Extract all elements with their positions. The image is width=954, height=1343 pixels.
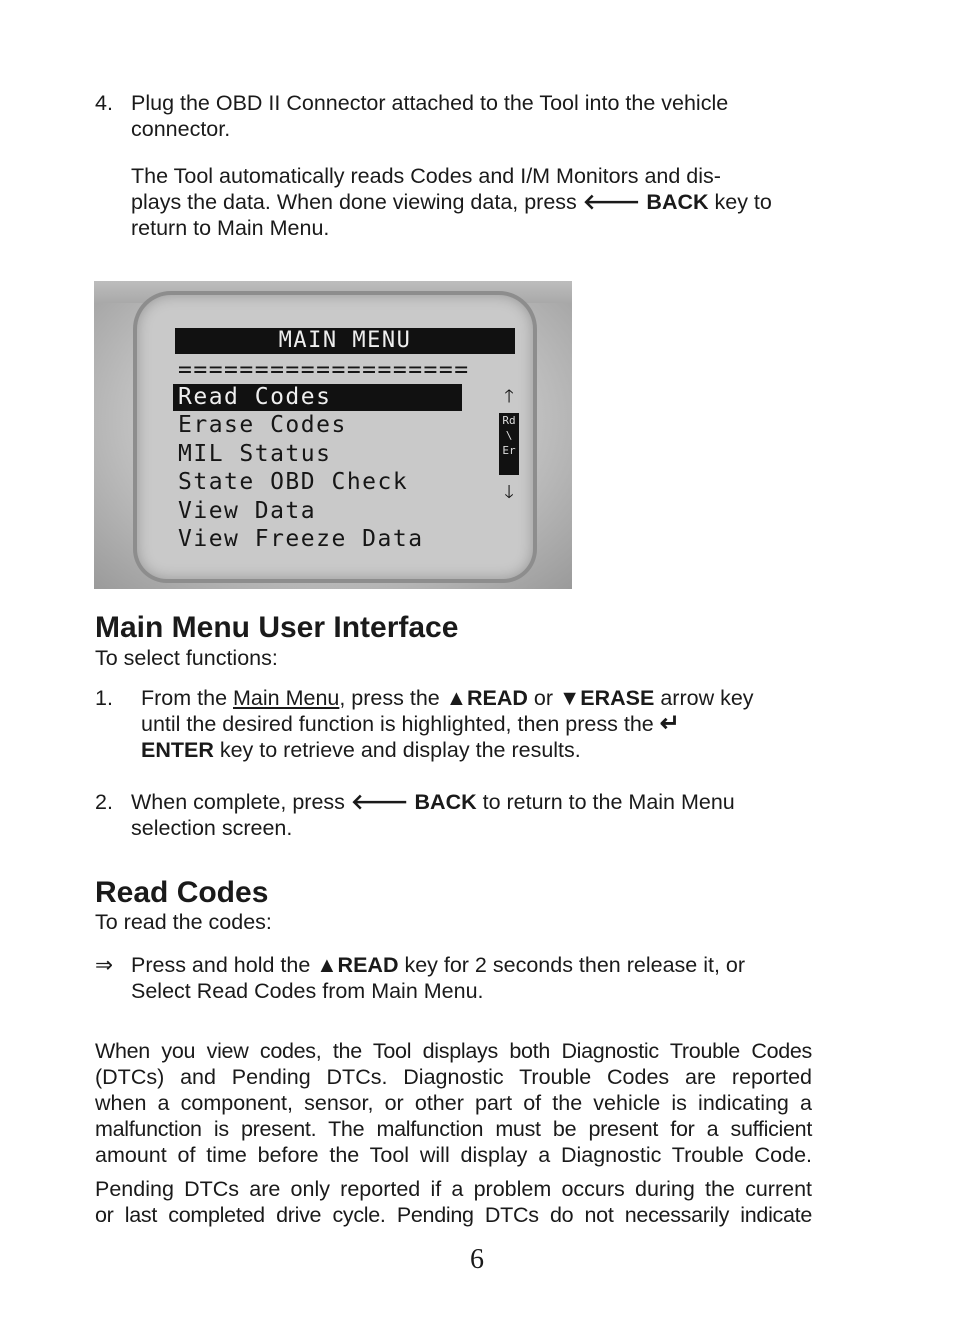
paragraph-line: When you view codes, the Tool displays both Diagnostic Trouble Codes [95, 1039, 812, 1063]
paragraph-line: Pending DTCs are only reported if a problem occurs during the current [95, 1177, 812, 1201]
lcd-title: MAIN MENU [175, 328, 515, 354]
paragraph-line: when a component, sensor, or other part of the vehicle is indicating a [95, 1091, 812, 1115]
lcd-menu-item-read-codes: Read Codes [178, 384, 332, 410]
main-menu-step2-line1: When complete, press 🡐 BACK to return to the Main Menu [131, 790, 735, 814]
main-menu-step1-line2: until the desired function is highlighted, then press the ↵ [141, 710, 680, 737]
scroll-down-arrow-icon: 🡓 [504, 482, 514, 502]
erase-key-label: ERASE [580, 686, 655, 710]
back-arrow-icon: 🡐 [350, 790, 409, 814]
up-triangle-icon: ▲ [316, 953, 338, 977]
main-menu-intro: To select functions: [95, 646, 278, 670]
lcd-separator: =================== [178, 357, 470, 383]
scroll-label-er: Er [502, 444, 516, 457]
read-key-label: READ [337, 953, 399, 977]
scroll-label-rd: Rd [502, 414, 516, 427]
paragraph-line: malfunction is present. The malfunction must be present for a sufficient [95, 1117, 812, 1141]
back-key-label: BACK [646, 190, 709, 214]
lcd-menu-item-state-obd-check: State OBD Check [178, 469, 409, 495]
lcd-menu-item-view-freeze-data: View Freeze Data [178, 526, 424, 552]
main-menu-step2-line2: selection screen. [131, 816, 293, 840]
paragraph-line: amount of time before the Tool will display a Diagnostic Trouble Code. [95, 1143, 812, 1167]
step4-para-line2: plays the data. When done viewing data, press 🡐 BACK key to [131, 190, 772, 214]
section-heading-main-menu: Main Menu User Interface [95, 611, 459, 644]
step-number: 1. [95, 686, 113, 710]
scroll-up-arrow-icon: 🡑 [504, 386, 514, 406]
step4-para-line1: The Tool automatically reads Codes and I/M Monitors and dis- [131, 164, 721, 188]
enter-icon: ↵ [659, 710, 680, 737]
step4-line2: connector. [131, 117, 231, 141]
lcd-menu-item-erase-codes: Erase Codes [178, 412, 347, 438]
paragraph-line: or last completed drive cycle. Pending DTCs do not necessarily indicate [95, 1203, 812, 1227]
main-menu-step1-line1: From the Main Menu, press the ▲READ or ▼ERASE arrow key [141, 686, 754, 710]
page-number: 6 [470, 1244, 484, 1275]
down-triangle-icon: ▼ [559, 686, 581, 710]
back-arrow-icon: 🡐 [582, 190, 641, 214]
lcd-menu-item-view-data: View Data [178, 498, 317, 524]
lcd-menu-item-mil-status: MIL Status [178, 441, 332, 467]
lcd-screenshot [94, 281, 572, 589]
step4-line1: Plug the OBD II Connector attached to the Tool into the vehicle [131, 91, 729, 115]
enter-key-label: ENTER [141, 738, 214, 762]
read-key-label: READ [467, 686, 528, 710]
step-number: 2. [95, 790, 113, 814]
up-triangle-icon: ▲ [445, 686, 467, 710]
arrow-bullet-icon: ⇒ [95, 953, 114, 977]
back-key-label: BACK [414, 790, 477, 814]
paragraph-line: (DTCs) and Pending DTCs. Diagnostic Trouble Codes are reported [95, 1065, 812, 1089]
step-number: 4. [95, 91, 113, 115]
read-codes-instruction-line1: Press and hold the ▲READ key for 2 seconds then release it, or [131, 953, 746, 977]
section-heading-read-codes: Read Codes [95, 876, 269, 909]
main-menu-link: Main Menu [233, 686, 340, 710]
scroll-label-sep: \ [505, 429, 513, 442]
step4-para-line3: return to Main Menu. [131, 216, 330, 240]
scroll-indicator [499, 413, 519, 475]
main-menu-step1-line3: ENTER key to retrieve and display the results. [141, 738, 581, 762]
read-codes-instruction-line2: Select Read Codes from Main Menu. [131, 979, 484, 1003]
read-codes-intro: To read the codes: [95, 910, 272, 934]
